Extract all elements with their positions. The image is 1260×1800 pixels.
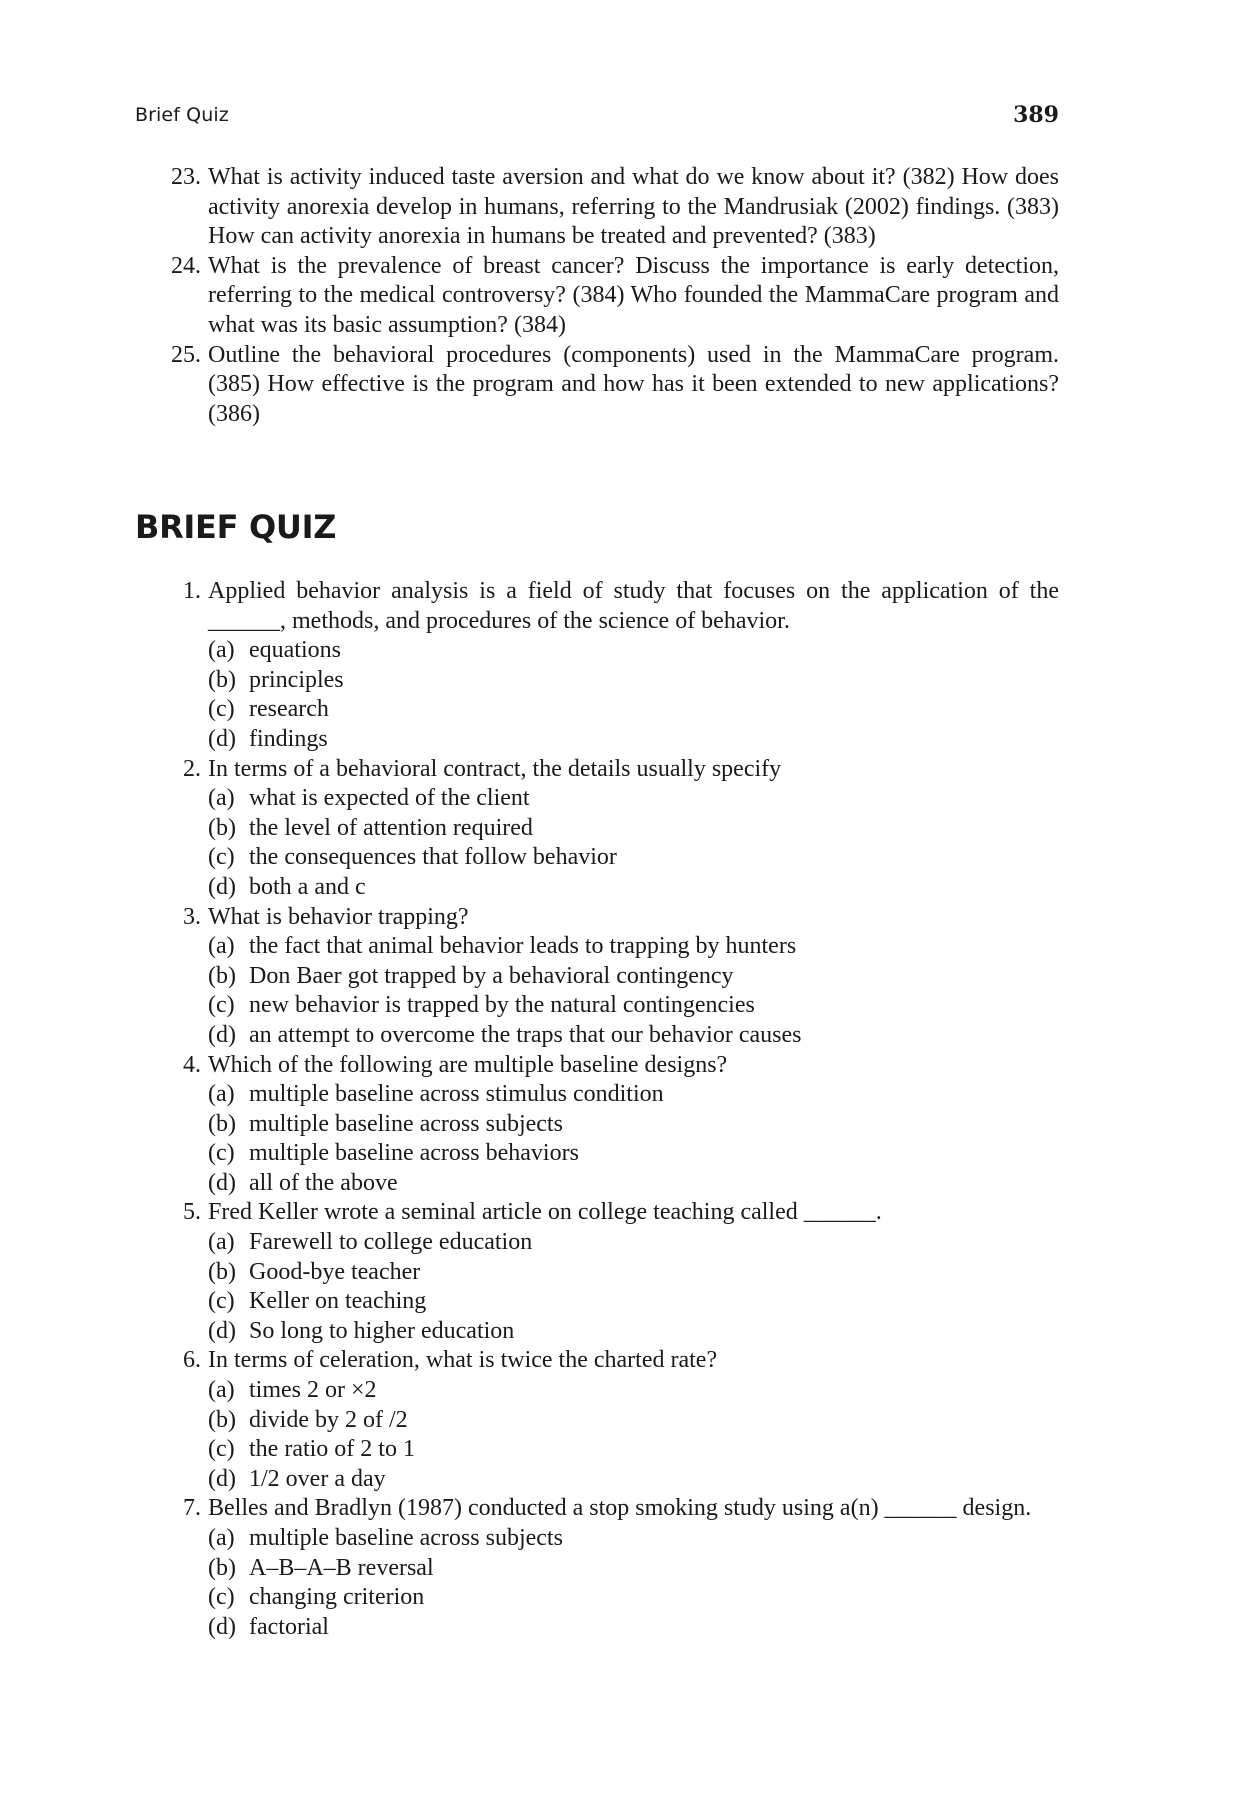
option-text: principles (249, 666, 344, 693)
option-letter: (a) (208, 637, 235, 664)
question-stem: Fred Keller wrote a seminal article on college teaching called ______. (208, 1199, 882, 1226)
option-text: an attempt to overcome the traps that our behavior causes (249, 1021, 802, 1048)
answer-options (208, 932, 1059, 1050)
quiz-question (135, 1346, 1059, 1494)
quiz-question (135, 1494, 1059, 1642)
question-stem: Applied behavior analysis is a field of study that focuses on the application of the ______, methods, and procedures of the science of behavior. (208, 578, 1059, 634)
question-number: 24. (171, 252, 201, 279)
review-question (135, 341, 1059, 430)
question-text: What is the prevalence of breast cancer? Discuss the importance is early detection, referring to the medical controversy? (384) Who founded the MammaCare program and what was its basic assumption? (384) (208, 252, 1059, 338)
option-text: multiple baseline across stimulus condition (249, 1081, 664, 1108)
option-letter: (d) (208, 1169, 236, 1196)
question-number: 2. (183, 755, 201, 782)
quiz-question (135, 577, 1059, 755)
option-letter: (b) (208, 1406, 236, 1433)
option-letter: (b) (208, 1554, 236, 1581)
running-title: Brief Quiz (135, 104, 229, 126)
option-letter: (c) (208, 1584, 235, 1611)
question-number: 6. (183, 1347, 201, 1374)
option-letter: (c) (208, 1140, 235, 1167)
option-text: A–B–A–B reversal (249, 1554, 434, 1581)
option-letter: (c) (208, 1436, 235, 1463)
question-number: 7. (183, 1495, 201, 1522)
option-text: multiple baseline across subjects (249, 1110, 563, 1137)
option-text: Don Baer got trapped by a behavioral contingency (249, 962, 734, 989)
quiz-question (135, 1051, 1059, 1199)
question-number: 1. (183, 578, 201, 604)
answer-option (208, 1524, 1059, 1554)
answer-option (208, 1317, 1059, 1347)
review-question (135, 163, 1059, 252)
question-stem: In terms of a behavioral contract, the details usually specify (208, 755, 782, 782)
option-letter: (b) (208, 666, 236, 693)
answer-option (208, 932, 1059, 962)
question-number: 3. (183, 903, 201, 930)
option-text: the ratio of 2 to 1 (249, 1436, 415, 1463)
answer-option (208, 962, 1059, 992)
option-letter: (a) (208, 1525, 235, 1551)
option-text: findings (249, 725, 328, 752)
question-text: What is activity induced taste aversion and what do we know about it? (382) How does activity anorexia develop in humans, referring to the Mandrusiak (2002) findings. (383) How can activity anorexia in humans be treated and prevented? (383) (208, 164, 1059, 250)
quiz-question (135, 903, 1059, 1051)
answer-option (208, 1021, 1059, 1051)
quiz-question (135, 755, 1059, 903)
answer-options (208, 1080, 1059, 1198)
answer-option (208, 1376, 1059, 1406)
answer-option (208, 1583, 1059, 1613)
answer-option (208, 1139, 1059, 1169)
option-text: research (249, 696, 329, 723)
option-letter: (d) (208, 1465, 236, 1492)
answer-options (208, 1524, 1059, 1642)
option-letter: (c) (208, 992, 235, 1019)
option-letter: (b) (208, 962, 236, 989)
option-text: Keller on teaching (249, 1288, 427, 1315)
answer-option (208, 1258, 1059, 1288)
option-letter: (a) (208, 785, 235, 812)
option-letter: (a) (208, 1081, 235, 1108)
option-letter: (a) (208, 933, 235, 960)
question-number: 5. (183, 1199, 201, 1226)
option-text: both a and c (249, 873, 366, 900)
question-stem: In terms of celeration, what is twice the charted rate? (208, 1347, 718, 1374)
answer-option (208, 873, 1059, 903)
answer-option (208, 1110, 1059, 1140)
question-stem: What is behavior trapping? (208, 903, 469, 930)
answer-option (208, 1228, 1059, 1258)
answer-option (208, 1554, 1059, 1584)
question-stem: Which of the following are multiple baseline designs? (208, 1051, 728, 1078)
answer-options (208, 1228, 1059, 1346)
answer-option (208, 784, 1059, 814)
option-letter: (b) (208, 1110, 236, 1137)
question-number: 23. (171, 164, 201, 190)
page-number: 389 (1013, 102, 1059, 128)
answer-option (208, 1287, 1059, 1317)
option-letter: (a) (208, 1377, 235, 1404)
option-letter: (d) (208, 873, 236, 900)
option-text: multiple baseline across behaviors (249, 1140, 579, 1167)
question-text: Outline the behavioral procedures (components) used in the MammaCare program. (385) How effective is the program and how has it been extended to new applications? (386) (208, 341, 1059, 427)
answer-options (208, 1376, 1059, 1494)
option-letter: (d) (208, 1317, 236, 1344)
section-heading: BRIEF QUIZ (135, 508, 337, 546)
option-text: new behavior is trapped by the natural contingencies (249, 992, 755, 1019)
option-letter: (d) (208, 1613, 236, 1640)
option-letter: (c) (208, 696, 235, 723)
option-letter: (c) (208, 844, 235, 871)
option-text: changing criterion (249, 1584, 425, 1611)
answer-options (208, 636, 1059, 754)
answer-option (208, 1080, 1059, 1110)
option-text: divide by 2 of /2 (249, 1406, 408, 1433)
option-text: multiple baseline across subjects (249, 1525, 563, 1551)
option-text: what is expected of the client (249, 785, 530, 812)
option-letter: (d) (208, 1021, 236, 1048)
question-number: 4. (183, 1051, 201, 1078)
answer-options (208, 784, 1059, 902)
question-number: 25. (171, 341, 201, 368)
quiz-question (135, 1198, 1059, 1346)
option-text: Farewell to college education (249, 1229, 533, 1256)
option-text: So long to higher education (249, 1317, 515, 1344)
review-questions (135, 163, 1059, 429)
answer-option (208, 666, 1059, 696)
option-text: the fact that animal behavior leads to trapping by hunters (249, 933, 797, 960)
option-text: the level of attention required (249, 814, 533, 841)
answer-option (208, 636, 1059, 666)
answer-option (208, 843, 1059, 873)
option-text: all of the above (249, 1169, 398, 1196)
answer-option (208, 695, 1059, 725)
option-letter: (b) (208, 1258, 236, 1285)
option-text: 1/2 over a day (249, 1465, 386, 1492)
option-text: equations (249, 637, 341, 664)
answer-option (208, 1406, 1059, 1436)
option-letter: (c) (208, 1288, 235, 1315)
quiz-questions (135, 577, 1059, 1642)
option-letter: (a) (208, 1229, 235, 1256)
answer-option (208, 1169, 1059, 1199)
option-letter: (d) (208, 725, 236, 752)
option-text: Good-bye teacher (249, 1258, 421, 1285)
review-question (135, 252, 1059, 341)
answer-option (208, 814, 1059, 844)
option-letter: (b) (208, 814, 236, 841)
answer-option (208, 725, 1059, 755)
option-text: factorial (249, 1613, 329, 1640)
running-head (135, 104, 1059, 136)
answer-option (208, 1465, 1059, 1495)
answer-option (208, 991, 1059, 1021)
answer-option (208, 1435, 1059, 1465)
option-text: times 2 or ×2 (249, 1377, 377, 1404)
option-text: the consequences that follow behavior (249, 844, 617, 871)
answer-option (208, 1613, 1059, 1643)
question-stem: Belles and Bradlyn (1987) conducted a stop smoking study using a(n) ______ design. (208, 1495, 1032, 1522)
